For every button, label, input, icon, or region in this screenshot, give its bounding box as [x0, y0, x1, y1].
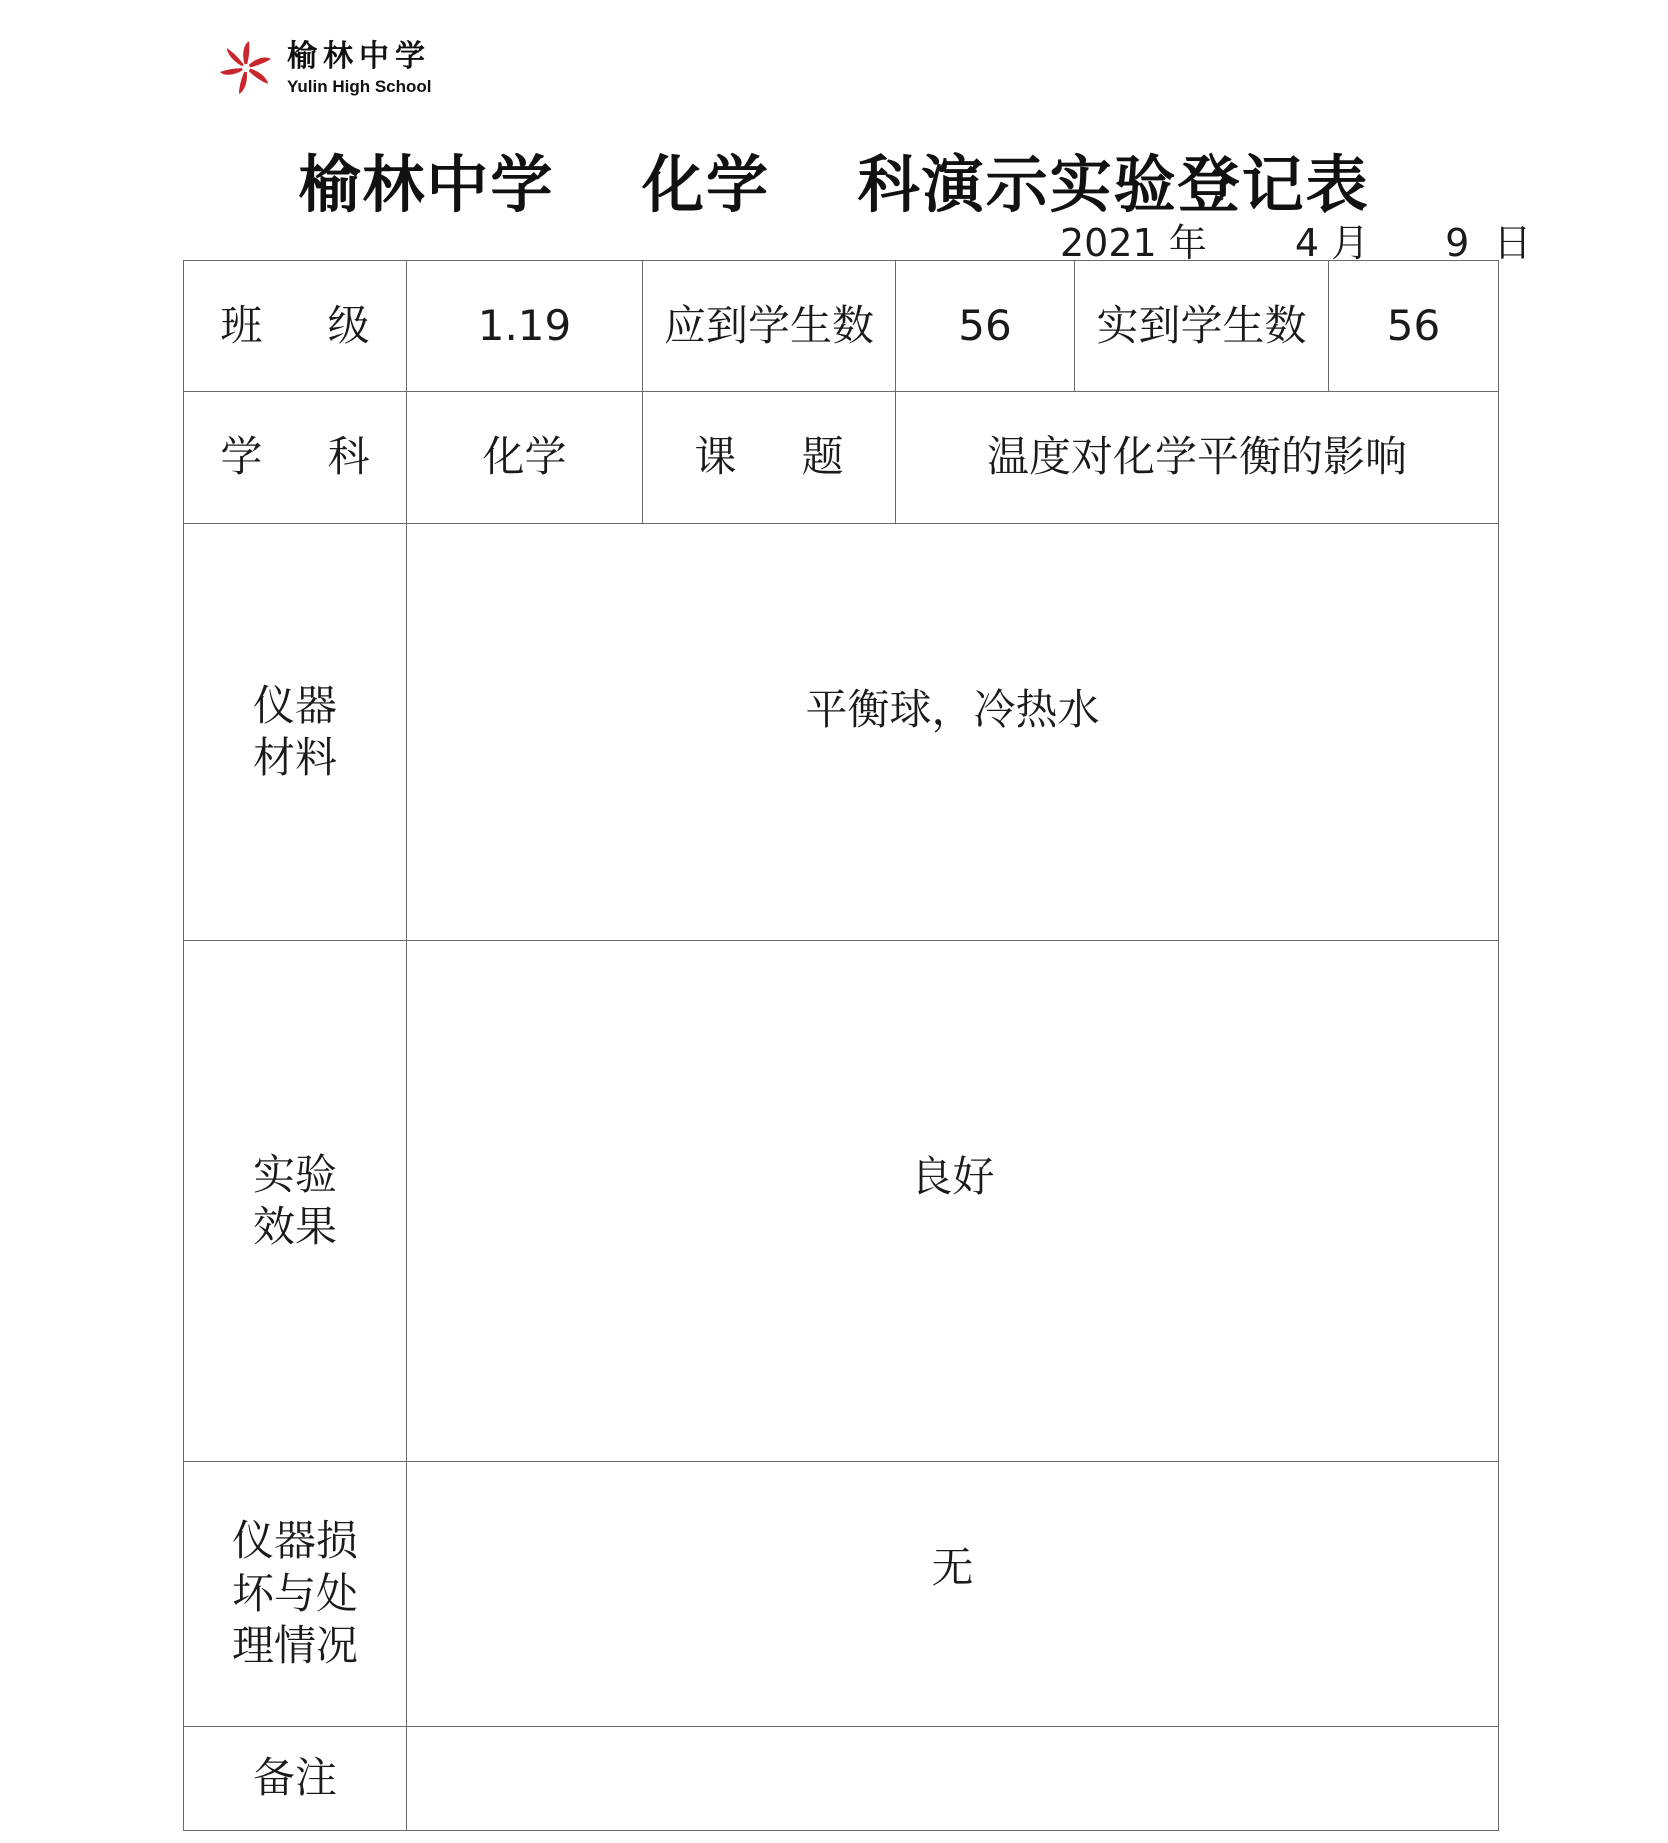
effect-value-cell[interactable] — [407, 941, 1499, 1462]
subject-value[interactable]: 化学 — [407, 392, 643, 524]
topic-value[interactable]: 温度对化学平衡的影响 — [896, 392, 1499, 524]
class-value[interactable]: 1.19 — [407, 261, 643, 392]
table-row-equipment — [184, 524, 1499, 941]
expected-students-value[interactable]: 56 — [896, 261, 1075, 392]
damage-label: 仪器损 坏与处 理情况 — [184, 1462, 407, 1727]
logo-english-name: Yulin High School — [287, 76, 432, 96]
topic-label: 课 题 — [643, 392, 896, 524]
record-date: 2021 年 4 月 9 日 — [1060, 221, 1532, 265]
damage-value-cell[interactable] — [407, 1462, 1499, 1727]
equipment-value-cell[interactable] — [407, 524, 1499, 941]
damage-value: 无 — [931, 1543, 974, 1592]
table-row-remarks — [184, 1727, 1499, 1831]
school-logo — [215, 38, 432, 98]
remarks-value[interactable] — [407, 1727, 1499, 1831]
logo-chinese-name: 榆林中学 — [287, 38, 431, 74]
experiment-register-table — [183, 260, 1499, 1831]
actual-students-label: 实到学生数 — [1075, 261, 1329, 392]
table-row-class — [184, 261, 1499, 392]
remarks-label: 备注 — [184, 1727, 407, 1831]
expected-students-label: 应到学生数 — [643, 261, 896, 392]
effect-label: 实验 效果 — [184, 941, 407, 1462]
table-row-damage — [184, 1462, 1499, 1727]
school-emblem-icon — [215, 37, 277, 99]
table-row-effect — [184, 941, 1499, 1462]
subject-label: 学 科 — [184, 392, 407, 524]
class-label: 班 级 — [184, 261, 407, 392]
actual-students-value[interactable]: 56 — [1329, 261, 1499, 392]
table-row-subject — [184, 392, 1499, 524]
effect-value: 良好 — [910, 1152, 995, 1201]
page-title: 榆林中学 化学 科演示实验登记表 — [298, 148, 1370, 221]
equipment-label: 仪器 材料 — [184, 524, 407, 941]
equipment-value: 平衡球，冷热水 — [805, 685, 1100, 734]
